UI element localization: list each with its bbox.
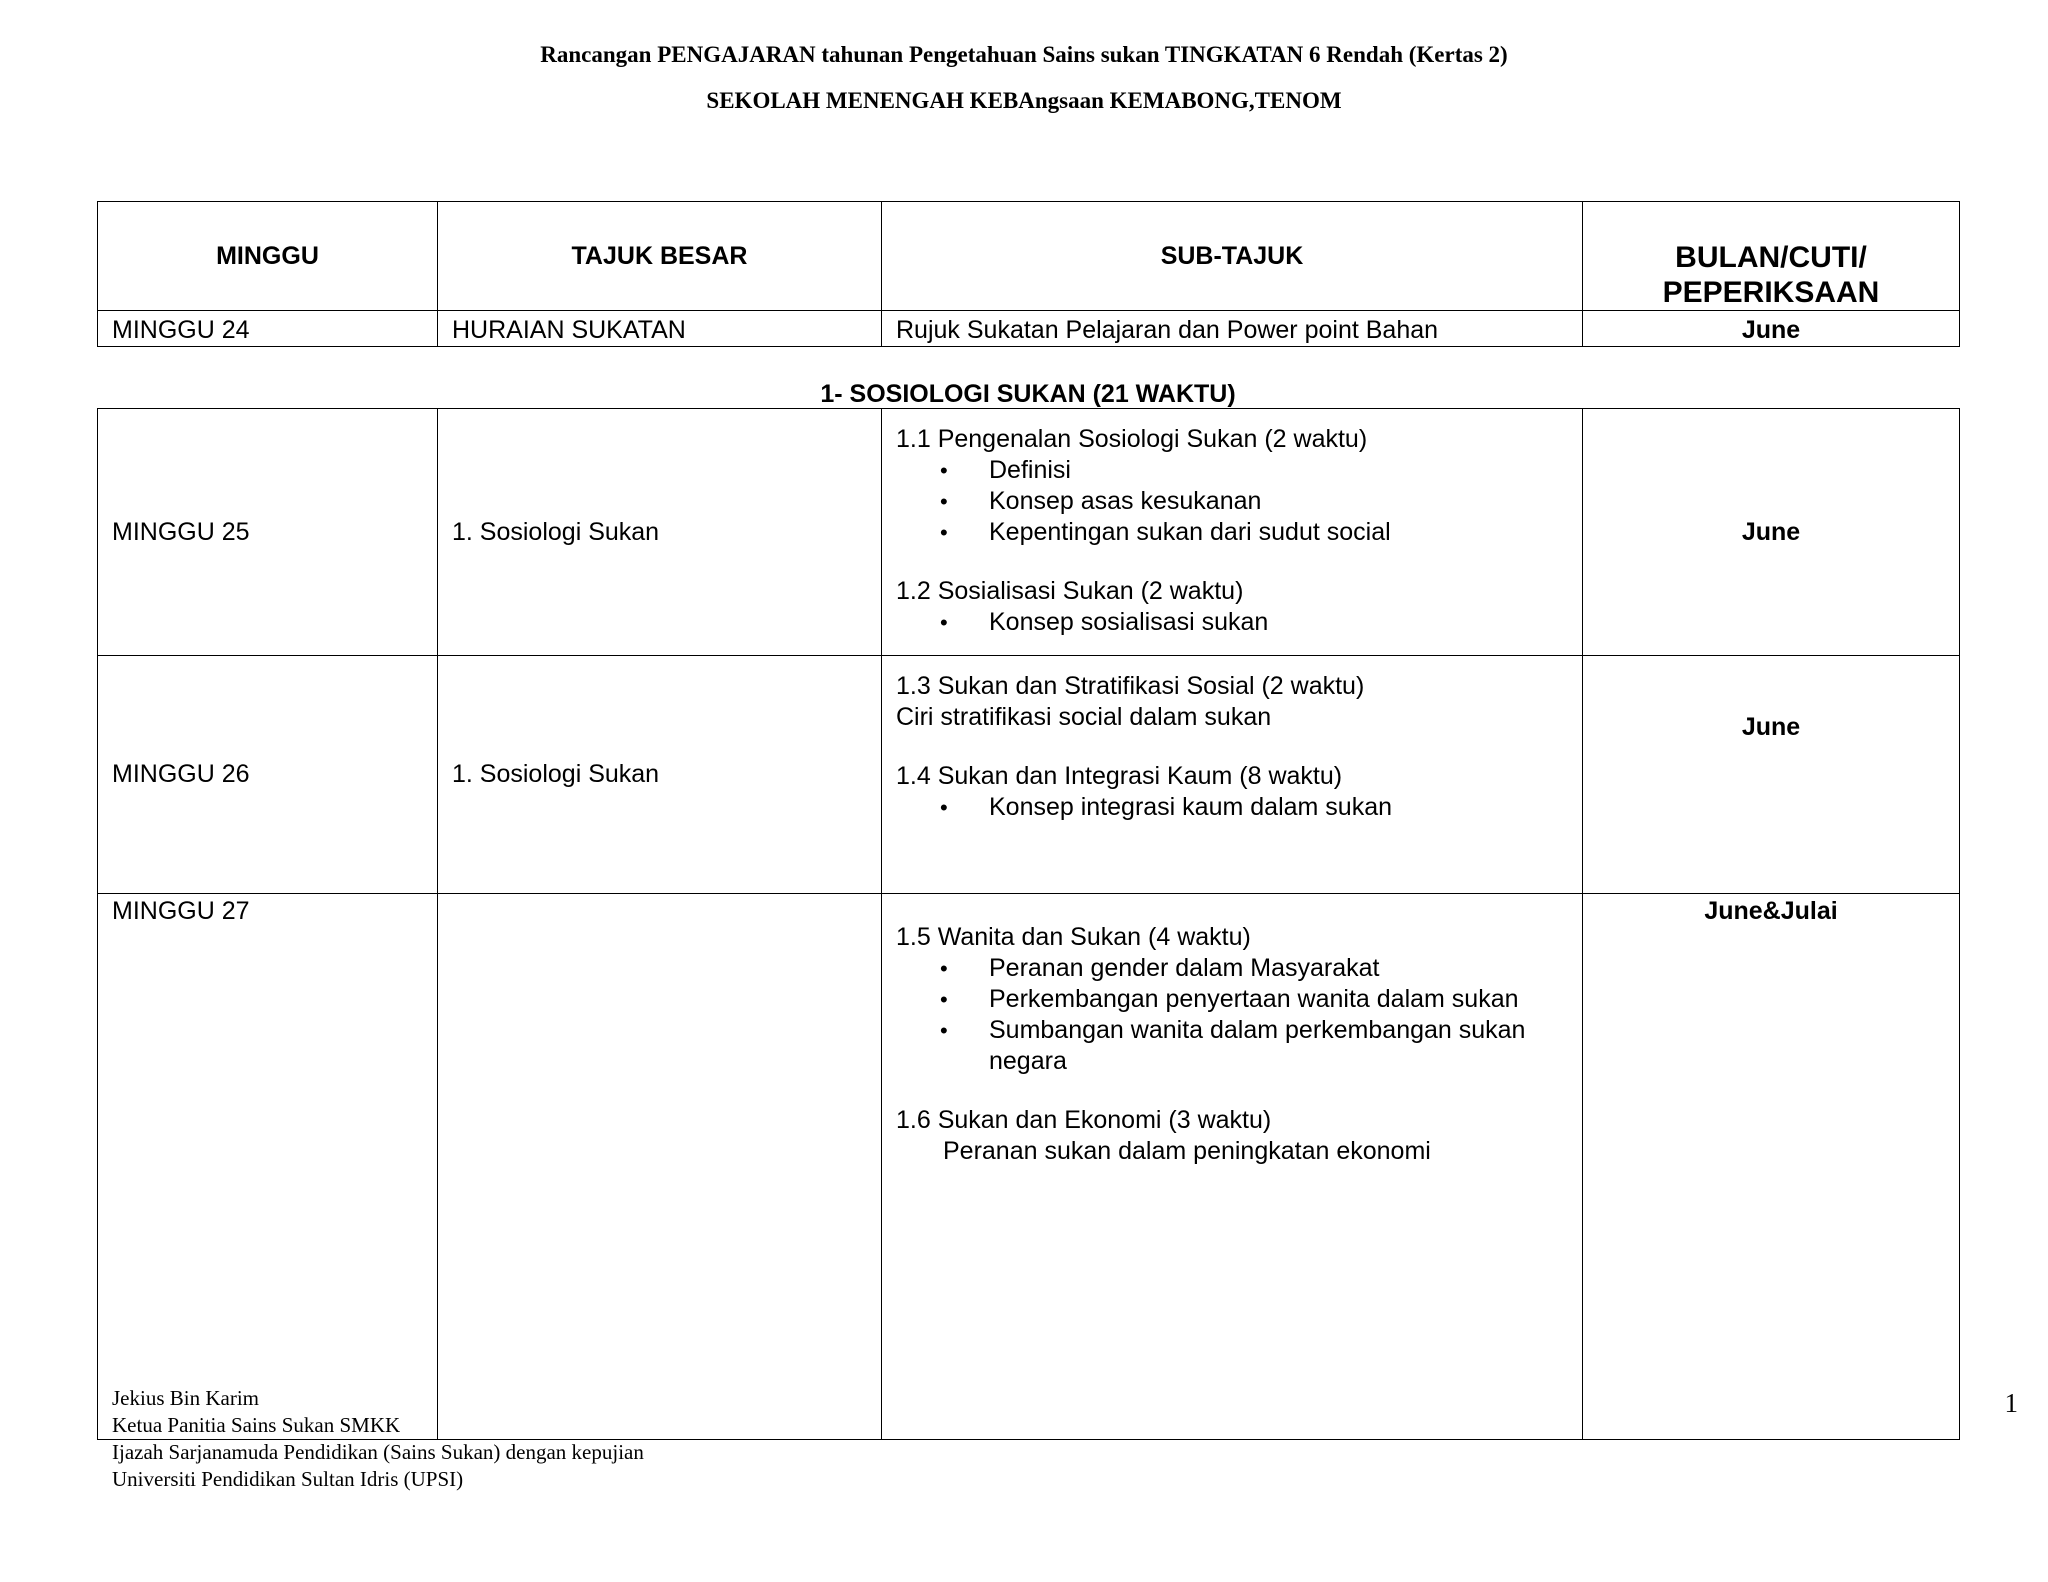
header-sub-tajuk: SUB-TAJUK <box>882 202 1583 311</box>
header-bulan-cuti-peperiksaan: BULAN/CUTI/ PEPERIKSAAN <box>1583 202 1960 311</box>
month-cell: June <box>1583 656 1960 894</box>
list-item: • Konsep integrasi kaum dalam sukan <box>940 793 1393 821</box>
table-row <box>98 894 1960 1440</box>
list-item: • Konsep sosialisasi sukan <box>940 608 1269 636</box>
bullet-icon: • <box>940 1018 948 1043</box>
subtopic-heading: 1.5 Wanita dan Sukan (4 waktu) <box>896 923 1251 951</box>
document-title: Rancangan PENGAJARAN tahunan Pengetahuan Sains sukan TINGKATAN 6 Rendah (Kertas 2) <box>540 42 1508 67</box>
section-title: 1- SOSIOLOGI SUKAN (21 WAKTU) <box>820 380 1236 408</box>
schedule-header-table <box>97 201 1960 347</box>
subtopic-text: Peranan sukan dalam peningkatan ekonomi <box>943 1137 1431 1165</box>
week-cell: MINGGU 24 <box>98 311 438 347</box>
table-row <box>98 409 1960 656</box>
list-item: • Konsep asas kesukanan <box>940 487 1262 515</box>
bullet-icon: • <box>940 956 948 981</box>
bullet-icon: • <box>940 458 948 483</box>
bullet-icon: • <box>940 489 948 514</box>
subtopic-heading: 1.6 Sukan dan Ekonomi (3 waktu) <box>896 1106 1272 1134</box>
header-minggu: MINGGU <box>98 202 438 311</box>
list-item: • Perkembangan penyertaan wanita dalam sukan <box>940 985 1519 1013</box>
author-university: Universiti Pendidikan Sultan Idris (UPSI) <box>112 1467 464 1491</box>
list-item: • Sumbangan wanita dalam perkembangan sukan negara <box>940 1016 1526 1075</box>
table-row <box>98 311 1960 347</box>
topic-cell <box>438 894 882 1440</box>
subtopic-heading: 1.1 Pengenalan Sosiologi Sukan (2 waktu) <box>896 425 1368 453</box>
school-name: SEKOLAH MENENGAH KEBAngsaan KEMABONG,TENOM <box>706 88 1342 113</box>
subtopic-heading: 1.3 Sukan dan Stratifikasi Sosial (2 waktu) <box>896 672 1365 700</box>
topic-cell: 1. Sosiologi Sukan <box>438 409 882 656</box>
topic-cell: HURAIAN SUKATAN <box>438 311 882 347</box>
author-qualification: Ijazah Sarjanamuda Pendidikan (Sains Sukan) dengan kepujian <box>112 1440 644 1464</box>
table-header-row <box>98 202 1960 311</box>
subtopic-heading: 1.4 Sukan dan Integrasi Kaum (8 waktu) <box>896 762 1343 790</box>
month-cell: June <box>1583 311 1960 347</box>
bullet-icon: • <box>940 795 948 820</box>
table-row <box>98 656 1960 894</box>
bullet-icon: • <box>940 520 948 545</box>
schedule-table <box>97 408 1960 1440</box>
subtopic-heading: 1.2 Sosialisasi Sukan (2 waktu) <box>896 577 1244 605</box>
list-item: • Peranan gender dalam Masyarakat <box>940 954 1380 982</box>
subtopic-cell: Rujuk Sukatan Pelajaran dan Power point Bahan <box>882 311 1583 347</box>
author-signature-block <box>112 1385 644 1493</box>
subtopic-cell <box>882 656 1583 894</box>
page-number: 1 <box>2004 1388 2018 1418</box>
topic-cell: 1. Sosiologi Sukan <box>438 656 882 894</box>
bullet-icon: • <box>940 987 948 1012</box>
bullet-icon: • <box>940 610 948 635</box>
month-cell: June <box>1583 409 1960 656</box>
header-tajuk-besar: TAJUK BESAR <box>438 202 882 311</box>
list-item: • Kepentingan sukan dari sudut social <box>940 518 1391 546</box>
week-cell: MINGGU 27 <box>98 894 438 1440</box>
list-item: • Definisi <box>940 456 1071 484</box>
subtopic-text: Ciri stratifikasi social dalam sukan <box>896 703 1272 731</box>
subtopic-cell <box>882 409 1583 656</box>
author-position: Ketua Panitia Sains Sukan SMKK <box>112 1413 401 1437</box>
author-name: Jekius Bin Karim <box>112 1386 259 1410</box>
week-cell: MINGGU 25 <box>98 409 438 656</box>
week-cell: MINGGU 26 <box>98 656 438 894</box>
month-cell: June&Julai <box>1583 894 1960 1440</box>
subtopic-cell <box>882 894 1583 1440</box>
